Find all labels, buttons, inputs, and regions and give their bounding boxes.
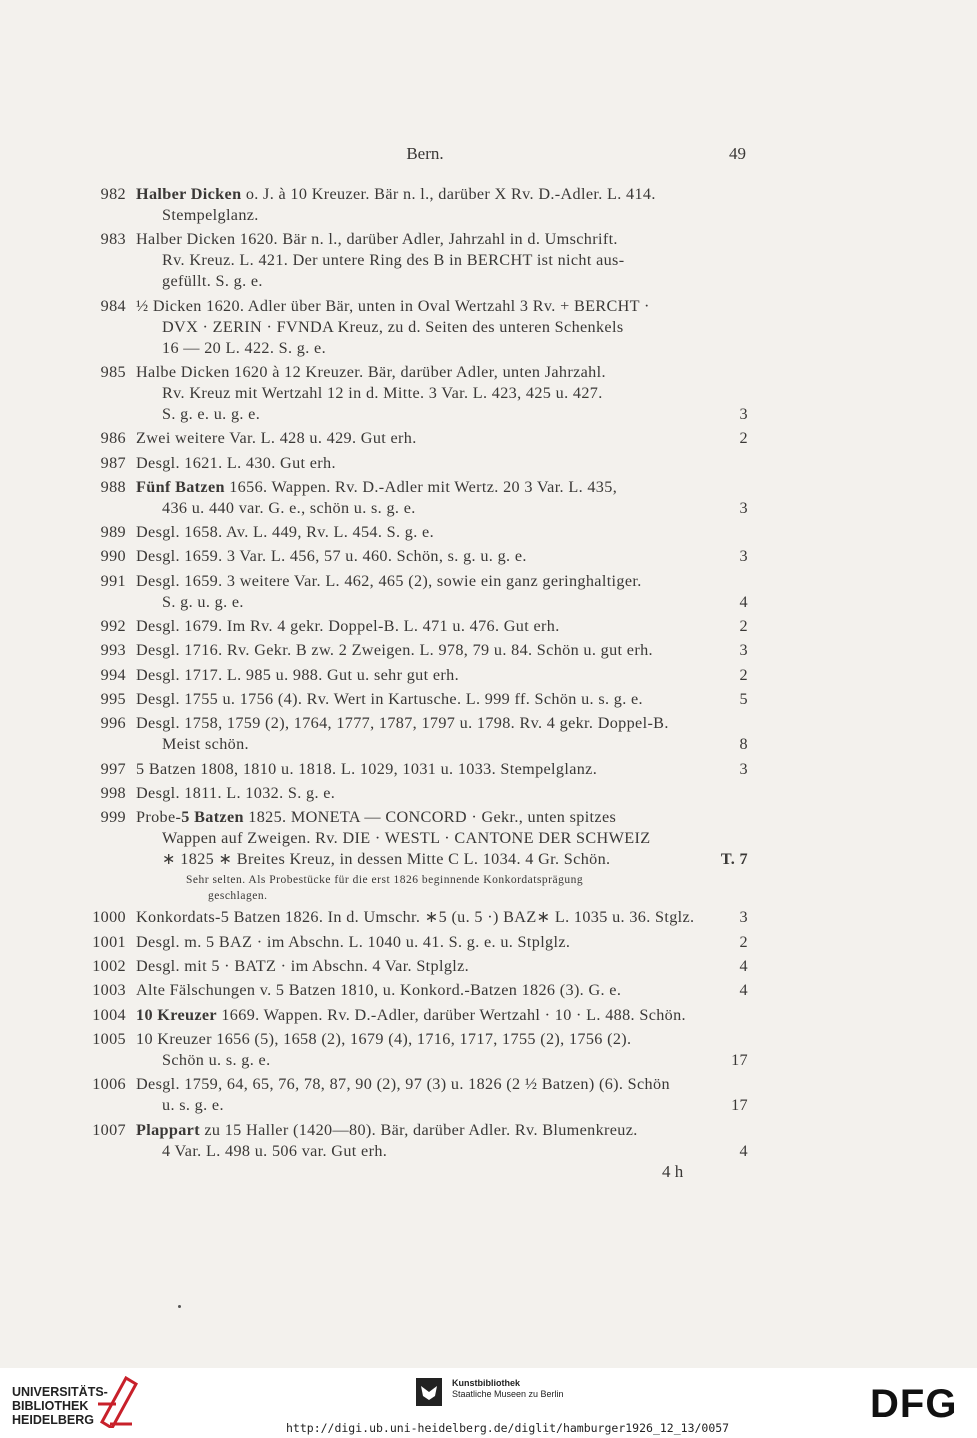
lot-quantity: 3	[739, 404, 748, 423]
lot-line	[136, 1095, 748, 1116]
kunstbibliothek-logo-text[interactable]: Kunstbibliothek Staatliche Museen zu Berlin	[452, 1378, 564, 1399]
lot-line	[136, 477, 748, 498]
lot-text: Desgl. 1658. Av. L. 449, Rv. L. 454. S. g. e.	[136, 523, 434, 542]
lot-text: 1669. Wappen. Rv. D.-Adler, darüber Wertzahl · 10 · L. 488. Schön.	[216, 1005, 686, 1024]
lot-number: 1004	[92, 1005, 126, 1024]
lot-line	[136, 665, 748, 686]
lot-line	[136, 616, 748, 637]
lot-text: Stempelglanz.	[162, 206, 259, 224]
lot-quantity: 4	[739, 592, 748, 611]
lot-number: 997	[100, 759, 126, 778]
lot-line	[136, 734, 748, 755]
lot-entry	[84, 428, 748, 449]
lot-number: 983	[100, 230, 126, 249]
lot-entry	[84, 453, 748, 474]
lot-number: 996	[100, 714, 126, 733]
lot-text: Desgl. 1759, 64, 65, 76, 78, 87, 90 (2), 97 (3) u. 1826 (2 ½ Batzen) (6). Schön	[136, 1075, 670, 1094]
lot-text: Desgl. m. 5 BAZ · im Abschn. L. 1040 u. 41. S. g. e. u. Stplglz.	[136, 932, 571, 951]
lot-line	[136, 338, 748, 359]
lot-text: DVX · ZERIN · FVNDA Kreuz, zu d. Seiten des unteren Schenkels	[162, 317, 624, 336]
lot-text: Zwei weitere Var. L. 428 u. 429. Gut erh.	[136, 429, 417, 448]
lot-number: 985	[100, 362, 126, 381]
lot-text: 436 u. 440 var. G. e., schön u. s. g. e.	[162, 498, 416, 517]
lot-line	[136, 546, 748, 567]
lot-number: 994	[100, 665, 126, 684]
lot-quantity: 3	[739, 908, 748, 927]
university-library-logo-text[interactable]: UNIVERSITÄTS- BIBLIOTHEK HEIDELBERG	[12, 1385, 108, 1427]
lot-entry	[84, 759, 748, 780]
printer-signature: 4 h	[662, 1162, 684, 1181]
lot-line	[136, 1074, 748, 1095]
lot-entry	[84, 932, 748, 953]
lot-entry	[84, 956, 748, 977]
lot-number: 1002	[92, 957, 126, 975]
lot-heading: Halber Dicken	[136, 185, 242, 203]
lot-number: 984	[100, 296, 126, 315]
lot-line	[136, 907, 748, 928]
lot-entry	[84, 665, 748, 686]
lot-text: Desgl. 1755 u. 1756 (4). Rv. Wert in Kartusche. L. 999 ff. Schön u. s. g. e.	[136, 689, 643, 708]
lot-line	[136, 783, 748, 804]
lot-text: Desgl. 1679. Im Rv. 4 gekr. Doppel-B. L. 471 u. 476. Gut erh.	[136, 617, 560, 635]
lot-line	[136, 571, 748, 592]
lot-quantity: 3	[739, 498, 748, 517]
museum-eagle-icon	[416, 1378, 442, 1406]
lot-number: 1007	[92, 1120, 126, 1139]
lot-entry	[84, 783, 748, 804]
lot-text: S. g. e. u. g. e.	[162, 404, 261, 423]
lot-entry	[84, 980, 748, 1001]
lot-text: Halber Dicken 1620. Bär n. l., darüber Adler, Jahrzahl in d. Umschrift.	[136, 230, 618, 249]
lot-line	[136, 362, 748, 383]
lot-quantity: 5	[739, 689, 748, 708]
lot-line	[136, 428, 748, 449]
lot-line	[136, 522, 748, 543]
lot-line	[136, 317, 748, 338]
lot-line	[136, 849, 748, 870]
lot-text: 16 — 20 L. 422. S. g. e.	[162, 338, 326, 357]
dfg-logo[interactable]: DFG	[870, 1382, 958, 1426]
lot-number: 998	[100, 783, 126, 802]
lot-text: Desgl. 1811. L. 1032. S. g. e.	[136, 783, 336, 802]
lot-text: ∗ 1825 ∗ Breites Kreuz, in dessen Mitte C L. 1034. 4 Gr. Schön.	[162, 850, 611, 869]
lot-line	[136, 689, 748, 710]
footer-bar	[0, 1368, 977, 1438]
lot-number: 988	[100, 477, 126, 496]
page-number: 49	[729, 144, 746, 163]
lot-line	[136, 1005, 748, 1026]
lot-number: 987	[100, 453, 126, 472]
lot-line	[136, 828, 748, 849]
lot-number: 1006	[92, 1075, 126, 1094]
lot-text: Desgl. 1758, 1759 (2), 1764, 1777, 1787, 1797 u. 1798. Rv. 4 gekr. Doppel-B.	[136, 714, 669, 733]
lot-number: 982	[100, 185, 126, 203]
lot-entry	[84, 640, 748, 661]
lot-line	[136, 1120, 748, 1141]
lot-text: gefüllt. S. g. e.	[162, 272, 263, 291]
lot-quantity: 4	[739, 957, 748, 975]
lot-entry	[84, 229, 748, 292]
lot-entry	[84, 713, 748, 755]
lot-entry	[84, 807, 748, 870]
lot-line	[136, 453, 748, 474]
lot-line	[136, 592, 748, 613]
lot-text: Rv. Kreuz mit Wertzahl 12 in d. Mitte. 3 Var. L. 423, 425 u. 427.	[162, 383, 603, 402]
lot-line	[136, 1141, 748, 1162]
lot-entry	[84, 522, 748, 543]
lot-quantity: 17	[731, 1096, 748, 1115]
lot-text: Desgl. 1717. L. 985 u. 988. Gut u. sehr gut erh.	[136, 665, 459, 684]
lot-number: 995	[100, 689, 126, 708]
lot-entry	[84, 296, 748, 359]
lot-text: 4 Var. L. 498 u. 506 var. Gut erh.	[162, 1141, 388, 1160]
lot-text: Probe-	[136, 808, 182, 827]
lot-line	[136, 713, 748, 734]
lot-text: zu 15 Haller (1420—80). Bär, darüber Adler. Rv. Blumenkreuz.	[199, 1120, 638, 1139]
lot-text: Alte Fälschungen v. 5 Batzen 1810, u. Konkord.-Batzen 1826 (3). G. e.	[136, 981, 622, 1000]
lot-line	[136, 807, 748, 828]
lot-entry	[84, 1120, 748, 1162]
lot-heading: 5 Batzen	[181, 808, 244, 827]
lot-line	[136, 404, 748, 425]
lot-entry	[84, 907, 748, 928]
lot-heading: Plappart	[136, 1120, 200, 1139]
lot-entry	[84, 571, 748, 613]
lot-quantity: 3	[739, 641, 748, 660]
lot-quantity: 3	[739, 759, 748, 778]
lot-quantity: 4	[739, 981, 748, 1000]
lot-quantity: 8	[739, 735, 748, 754]
lot-number: 999	[100, 808, 126, 827]
lot-heading: 10 Kreuzer	[136, 1005, 217, 1024]
lot-text: Rv. Kreuz. L. 421. Der untere Ring des B in BERCHT ist nicht aus-	[162, 251, 625, 270]
lot-entry	[84, 362, 748, 425]
lot-line	[136, 759, 748, 780]
lot-line	[136, 980, 748, 1001]
lot-text: Halbe Dicken 1620 à 12 Kreuzer. Bär, darüber Adler, unten Jahrzahl.	[136, 362, 606, 381]
lot-quantity: 4	[739, 1141, 748, 1160]
lot-text: Schön u. s. g. e.	[162, 1050, 271, 1069]
note-line: geschlagen.	[208, 890, 268, 903]
lot-line	[136, 1050, 748, 1071]
lot-line	[136, 229, 748, 250]
lot-entry	[84, 477, 748, 519]
lot-number: 1005	[92, 1029, 126, 1048]
lot-number: 1000	[92, 908, 126, 927]
lot-entry	[84, 546, 748, 567]
lot-entry	[84, 689, 748, 710]
lot-entry	[84, 1005, 748, 1026]
lot-number: 1003	[92, 981, 126, 1000]
lot-line	[136, 205, 748, 226]
lot-quantity: 2	[739, 932, 748, 951]
note-line: Sehr selten. Als Probestücke für die erst 1826 beginnende Konkordatsprägung	[186, 874, 584, 887]
lot-text: Meist schön.	[162, 735, 249, 754]
page-title: Bern.	[406, 144, 444, 163]
lot-line	[136, 932, 748, 953]
lot-number: 989	[100, 523, 126, 542]
lot-text: Desgl. 1716. Rv. Gekr. B zw. 2 Zweigen. L. 978, 79 u. 84. Schön u. gut erh.	[136, 641, 653, 660]
lot-number: 993	[100, 641, 126, 660]
lot-number: 991	[100, 571, 126, 590]
lot-line	[136, 296, 748, 317]
lot-text: 1656. Wappen. Rv. D.-Adler mit Wertz. 20 3 Var. L. 435,	[224, 477, 618, 496]
stray-dot	[178, 1305, 181, 1308]
lot-number: 992	[100, 617, 126, 635]
university-emblem-icon	[96, 1374, 140, 1428]
lot-quantity: 17	[731, 1050, 748, 1069]
lot-text: Desgl. 1621. L. 430. Gut erh.	[136, 453, 336, 472]
lot-text: Desgl. 1659. 3 Var. L. 456, 57 u. 460. Schön, s. g. u. g. e.	[136, 547, 527, 566]
lot-text: 5 Batzen 1808, 1810 u. 1818. L. 1029, 1031 u. 1033. Stempelglanz.	[136, 759, 598, 778]
lot-text: u. s. g. e.	[162, 1096, 224, 1115]
lot-quantity: 2	[739, 429, 748, 448]
lot-heading: Fünf Batzen	[136, 477, 225, 496]
lot-text: Wappen auf Zweigen. Rv. DIE · WESTL · CANTONE DER SCHWEIZ	[162, 829, 651, 848]
lot-text: Konkordats-5 Batzen 1826. In d. Umschr. ∗5 (u. 5 ·) BAZ∗ L. 1035 u. 36. Stglz.	[136, 908, 695, 927]
lot-line	[136, 640, 748, 661]
lot-quantity: T. 7	[720, 850, 748, 869]
lot-text: ½ Dicken 1620. Adler über Bär, unten in Oval Wertzahl 3 Rv. + BERCHT ·	[136, 296, 650, 315]
lot-text: S. g. u. g. e.	[162, 592, 244, 611]
lot-line	[136, 1029, 748, 1050]
lot-entry	[84, 616, 748, 637]
lot-entry	[84, 1029, 748, 1071]
source-url[interactable]: http://digi.ub.uni-heidelberg.de/diglit/hamburger1926_12_13/0057	[286, 1421, 730, 1435]
lot-text: Desgl. mit 5 · BATZ · im Abschn. 4 Var. Stplglz.	[136, 957, 470, 975]
lot-entry	[84, 184, 748, 226]
lot-line	[136, 184, 748, 205]
lot-line	[136, 383, 748, 404]
lot-line	[136, 271, 748, 292]
lot-quantity: 3	[739, 547, 748, 566]
lot-text: o. J. à 10 Kreuzer. Bär n. l., darüber X Rv. D.-Adler. L. 414.	[241, 185, 656, 203]
lot-999-note	[186, 872, 746, 904]
lot-text: 1825. MONETA — CONCORD · Gekr., unten spitzes	[243, 808, 617, 827]
lot-text: Desgl. 1659. 3 weitere Var. L. 462, 465 (2), sowie ein ganz geringhaltiger.	[136, 571, 642, 590]
lot-quantity: 2	[739, 665, 748, 684]
lot-line	[136, 956, 748, 977]
lot-text: 10 Kreuzer 1656 (5), 1658 (2), 1679 (4), 1716, 1717, 1755 (2), 1756 (2).	[136, 1029, 632, 1048]
lot-entry	[84, 1074, 748, 1116]
lot-number: 986	[100, 429, 126, 448]
lot-number: 990	[100, 547, 126, 566]
lot-line	[136, 498, 748, 519]
lot-line	[136, 250, 748, 271]
lot-number: 1001	[92, 932, 126, 951]
lot-quantity: 2	[739, 617, 748, 635]
